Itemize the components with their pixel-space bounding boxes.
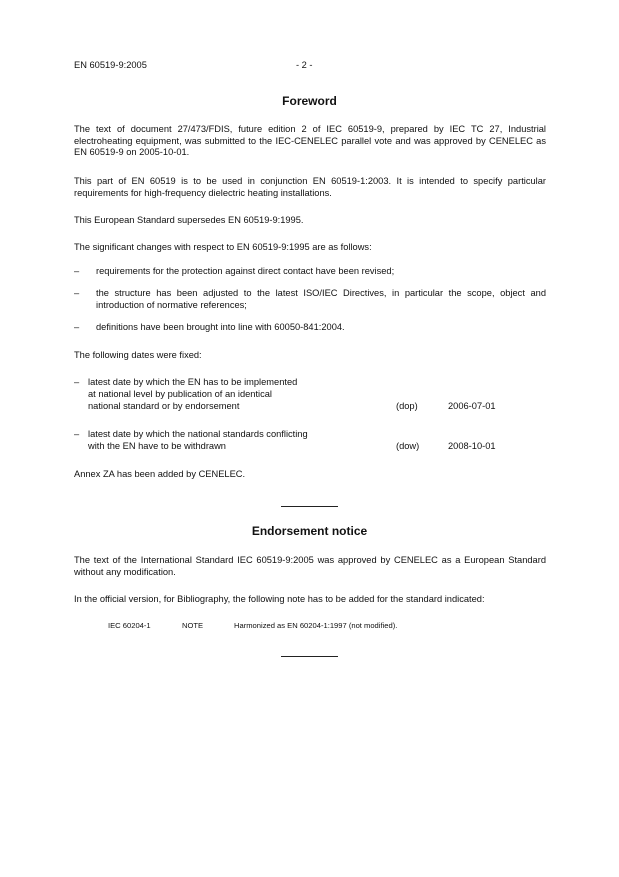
dates-intro: The following dates were fixed:	[74, 350, 202, 360]
date-entry-line: at national level by publication of an identical	[88, 389, 272, 399]
date-value: 2008-10-01	[448, 441, 496, 451]
note-standard: IEC 60204-1	[108, 621, 151, 630]
document-number: EN 60519-9:2005	[74, 60, 147, 70]
date-value: 2006-07-01	[448, 401, 496, 411]
list-bullet: –	[74, 429, 80, 439]
date-entry-line: latest date by which the EN has to be implemented	[88, 377, 298, 387]
date-code: (dop)	[396, 401, 418, 411]
endorsement-paragraph-2: In the official version, for Bibliography, the following note has to be added for the standard indicated:	[74, 594, 485, 604]
date-entry-line: national standard or by endorsement	[88, 401, 240, 411]
list-item: the structure has been adjusted to the latest ISO/IEC Directives, in particular the scope, object and introduction of normative references;	[96, 288, 546, 310]
list-bullet: –	[74, 288, 80, 298]
endorsement-paragraph-1: The text of the International Standard IEC 60519-9:2005 was approved by CENELEC as a European Standard without any modification.	[74, 555, 546, 577]
date-entry-line: latest date by which the national standards conflicting	[88, 429, 308, 439]
list-bullet: –	[74, 322, 80, 332]
note-text: Harmonized as EN 60204-1:1997 (not modified).	[234, 621, 398, 630]
section-divider	[281, 656, 338, 657]
list-bullet: –	[74, 377, 80, 387]
foreword-paragraph-2: This part of EN 60519 is to be used in conjunction EN 60519-1:2003. It is intended to specify particular requirements for high-frequency dielectric heating installations.	[74, 176, 546, 198]
annex-note: Annex ZA has been added by CENELEC.	[74, 469, 246, 479]
date-entry-line: with the EN have to be withdrawn	[88, 441, 226, 451]
foreword-heading: Foreword	[282, 94, 337, 108]
list-bullet: –	[74, 266, 80, 276]
endorsement-heading: Endorsement notice	[251, 524, 368, 538]
changes-intro: The significant changes with respect to EN 60519-9:1995 are as follows:	[74, 242, 372, 252]
note-label: NOTE	[182, 621, 204, 630]
page-number: - 2 -	[296, 60, 313, 70]
foreword-paragraph-3: This European Standard supersedes EN 60519-9:1995.	[74, 215, 304, 225]
list-item: definitions have been brought into line with 60050-841:2004.	[96, 322, 345, 332]
foreword-paragraph-1: The text of document 27/473/FDIS, future edition 2 of IEC 60519-9, prepared by IEC TC 27, Industrial electroheating equipment, was submitted to the IEC-CENELEC parallel vote and was approved by CENELEC as EN 60519-9 on 2005-10-01.	[74, 124, 546, 158]
list-item: requirements for the protection against direct contact have been revised;	[96, 266, 395, 276]
date-code: (dow)	[396, 441, 420, 451]
section-divider	[281, 506, 338, 507]
